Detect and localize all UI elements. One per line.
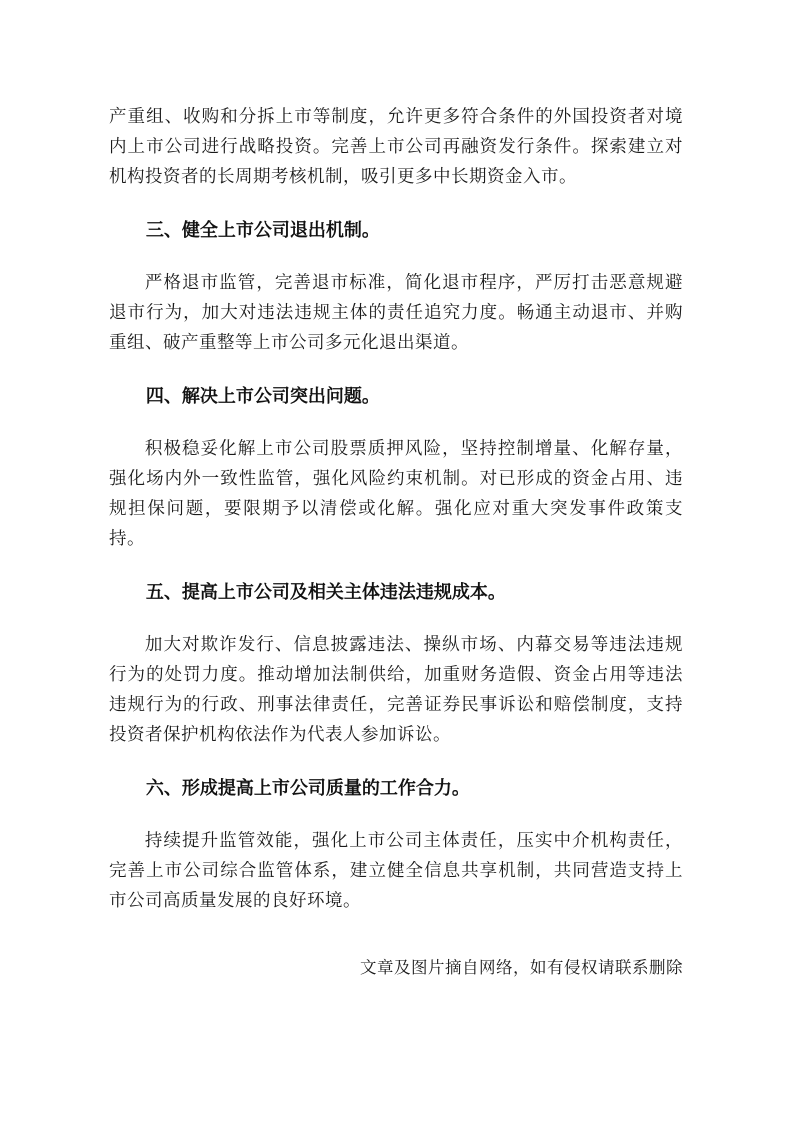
section-3-heading: 三、健全上市公司退出机制。 [145, 220, 380, 240]
section-5-paragraph: 加大对欺诈发行、信息披露违法、操纵市场、内幕交易等违法违规行为的处罚力度。推动增加法制供给，加重财务造假、资金占用等违法违规行为的行政、刑事法律责任，完善证券民事诉讼和赔偿制度，支持投资者保护机构依法作为代表人参加诉讼。 [109, 634, 683, 744]
section-3-paragraph: 严格退市监管，完善退市标准，简化退市程序，严厉打击恶意规避退市行为，加大对违法违规主体的责任追究力度。畅通主动退市、并购重组、破产重整等上市公司多元化退出渠道。 [109, 272, 683, 352]
continuation-paragraph: 产重组、收购和分拆上市等制度，允许更多符合条件的外国投资者对境内上市公司进行战略投资。完善上市公司再融资发行条件。探索建立对机构投资者的长周期考核机制，吸引更多中长期资金入市。 [109, 106, 683, 186]
source-attribution: 文章及图片摘自网络，如有侵权请联系删除 [360, 958, 683, 977]
section-5-heading: 五、提高上市公司及相关主体违法违规成本。 [145, 582, 506, 602]
section-4-paragraph: 积极稳妥化解上市公司股票质押风险，坚持控制增量、化解存量，强化场内外一致性监管，强化风险约束机制。对已形成的资金占用、违规担保问题，要限期予以清偿或化解。强化应对重大突发事件政策支持。 [109, 438, 683, 548]
section-6-paragraph: 持续提升监管效能，强化上市公司主体责任，压实中介机构责任，完善上市公司综合监管体系，建立健全信息共享机制，共同营造支持上市公司高质量发展的良好环境。 [109, 830, 683, 910]
section-4-heading: 四、解决上市公司突出问题。 [145, 386, 380, 406]
section-6-heading: 六、形成提高上市公司质量的工作合力。 [145, 778, 470, 798]
document-content [109, 101, 683, 983]
